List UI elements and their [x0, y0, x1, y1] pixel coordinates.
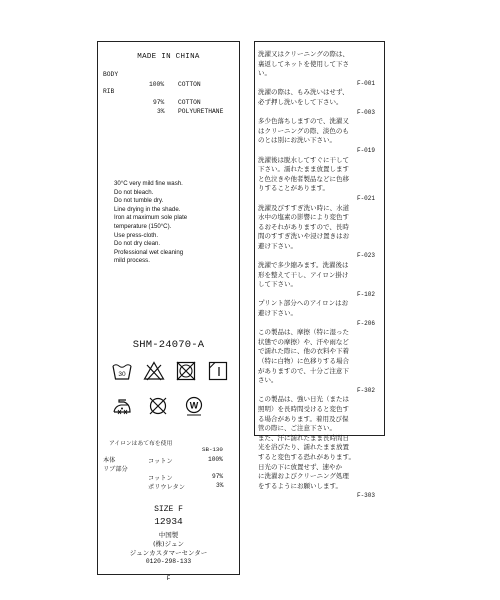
jp-rib-percent-2: 3%: [216, 482, 224, 489]
care-note-line: この製品は、強い日光（または: [258, 395, 349, 404]
care-notes-jp: [258, 50, 383, 501]
care-line: Professional wet cleaning: [114, 248, 184, 256]
no-tumble-dry-icon: [175, 360, 197, 382]
care-note-paragraph: [258, 395, 383, 501]
rib-percent-2: 3%: [157, 108, 165, 115]
origin-jp: 中国製: [158, 531, 179, 539]
customer-center: ジュンカスタマーセンター: [129, 549, 208, 557]
body-material: COTTON: [178, 81, 201, 88]
care-note-paragraph: [258, 156, 383, 204]
care-note-line: りすることがあります。: [258, 184, 329, 193]
care-symbols: [111, 360, 229, 430]
care-note-line: （特に白物）に色移りする場合: [258, 357, 349, 365]
care-note-line: と色泣きや他者製品などに色移: [258, 174, 349, 183]
body-percent: 100%: [149, 81, 165, 88]
care-note-paragraph: [258, 204, 383, 262]
no-dry-clean-icon: [147, 395, 169, 417]
care-note-paragraph: [258, 299, 383, 328]
company-name: (株)ジュン: [153, 540, 184, 548]
wash-30-icon: [111, 360, 133, 382]
care-instructions-en: [114, 180, 239, 266]
care-note-line: い。: [258, 69, 271, 78]
care-line: Iron at maximum sole plate: [114, 214, 188, 222]
care-note-line: 間のすすぎ洗いや浸け置きはお: [258, 232, 350, 241]
care-note-line: 裏返してネットを使用して下さ: [258, 59, 349, 68]
care-note-code: F-019: [356, 146, 375, 154]
care-note-line: プリント部分へのアイロンはお: [258, 299, 349, 308]
care-line: Line drying in the shade.: [114, 205, 181, 213]
care-note-paragraph: [258, 88, 383, 117]
care-note-line: 水中の塩素の影響により変色す: [258, 213, 349, 222]
care-note-line: 光を浴びたり、濡れたまま放置: [258, 443, 349, 452]
care-note-paragraph: [258, 117, 383, 155]
care-note-line: はクリーニングの際、淡色のも: [258, 126, 349, 135]
care-note-line: 洗濯後は脱水してすぐに干して: [258, 155, 349, 164]
rib-material-2: POLYURETHANE: [178, 108, 224, 115]
item-number: 12934: [154, 516, 183, 527]
wet-clean-icon: [183, 395, 205, 417]
care-line: Use press-cloth.: [114, 231, 159, 239]
care-note-code: F-302: [356, 386, 375, 394]
care-line: Do not dry clean.: [114, 240, 161, 248]
footer-mark: F: [166, 575, 171, 582]
jp-rib-label: リブ部分: [103, 466, 128, 473]
care-note-line: に洗濯およびクリーニング処理: [258, 472, 349, 481]
care-label-left: [97, 41, 240, 582]
care-line: temperature (150°C).: [114, 222, 172, 230]
care-note-line: 形を整えて干し、アイロン掛け: [258, 270, 349, 279]
care-note-paragraph: [258, 328, 383, 395]
jp-rib-material-2: ポリウレタン: [148, 484, 185, 491]
phone-number: 0120-298-133: [145, 558, 192, 565]
care-line: Do not tumble dry.: [114, 197, 164, 205]
jp-body-material: コットン: [148, 458, 173, 465]
care-note-line: また、汗に濡れたまま長時間日: [258, 433, 349, 442]
iron-note: アイロンはあて布を使用: [109, 441, 173, 447]
care-note-line: さい。: [258, 376, 278, 385]
size-code: SB-130: [202, 446, 223, 453]
care-line: 30°C very mild fine wash.: [114, 180, 183, 187]
care-note-line: 照明）を長時間受けると変色す: [258, 404, 349, 413]
care-note-line: るおそれがありますので、長時: [258, 222, 349, 231]
care-note-line: がありますので、十分ご注意下: [258, 366, 349, 375]
care-note-line: 管の際に、ご注意下さい。: [258, 424, 336, 433]
care-note-line: 状態での摩擦）や、汗や雨など: [258, 337, 349, 346]
product-code: SHM-24070-A: [132, 339, 205, 351]
made-in-text: MADE IN CHINA: [137, 53, 200, 61]
jp-rib-percent-1: 97%: [212, 473, 224, 480]
care-note-code: F-206: [356, 319, 375, 327]
care-note-code: F-003: [356, 108, 375, 116]
care-note-line: この製品は、摩擦（特に湿った: [258, 328, 349, 337]
iron-low-icon: [111, 395, 133, 417]
care-note-code: F-303: [356, 492, 375, 500]
care-note-code: F-023: [356, 252, 375, 260]
care-note-line: 避け下さい。: [258, 241, 297, 250]
care-note-line: をするようにお願いします。: [258, 481, 342, 490]
rib-label: RIB: [103, 88, 115, 95]
care-note-line: のとは別にお洗い下さい。: [258, 136, 336, 145]
care-note-paragraph: [258, 261, 383, 299]
care-line: mild process.: [114, 257, 150, 265]
care-note-line: 日光の下に放置せず、速やか: [258, 462, 342, 471]
care-note-line: 洗濯又はクリーニングの際は、: [258, 50, 349, 58]
care-note-line: して下さい。: [258, 280, 297, 289]
care-note-code: F-102: [356, 290, 375, 298]
care-label-right: [254, 41, 385, 500]
care-note-line: 多少色落ちしますので、洗濯又: [258, 117, 349, 126]
care-note-paragraph: [258, 50, 383, 88]
no-bleach-icon: [143, 360, 165, 382]
svg-text:W: W: [189, 400, 199, 411]
line-dry-shade-icon: [207, 360, 229, 382]
care-note-line: る場合があります。着用及び保: [258, 414, 349, 423]
care-note-line: 下さい。濡れたまま放置します: [258, 165, 349, 174]
rib-material-1: COTTON: [178, 99, 201, 106]
care-note-line: 洗濯及びすすぎ洗い時に、水道: [258, 203, 350, 212]
care-note-line: 洗濯の際は、もみ洗いはせず、: [258, 88, 349, 97]
care-note-line: 避け下さい。: [258, 309, 297, 318]
care-note-line: すると変色する恐れがあります。: [258, 452, 355, 461]
care-note-line: で濡れた際に、他の衣料や下着: [258, 347, 349, 356]
body-label: BODY: [103, 71, 119, 78]
rib-percent-1: 97%: [153, 99, 165, 106]
jp-body-percent: 100%: [208, 456, 223, 463]
jp-body-label: 本体: [103, 457, 116, 464]
jp-rib-material-1: コットン: [148, 475, 173, 482]
care-note-code: F-001: [356, 79, 375, 87]
size-label: SIZE F: [154, 505, 183, 514]
wash-temp-label: 30: [118, 371, 126, 378]
care-note-line: 必ず押し洗いをして下さい。: [258, 97, 343, 106]
care-note-code: F-021: [356, 194, 375, 202]
care-line: Do not bleach.: [114, 188, 154, 196]
care-note-line: 洗濯で多少縮みます。洗濯後は: [258, 261, 349, 270]
